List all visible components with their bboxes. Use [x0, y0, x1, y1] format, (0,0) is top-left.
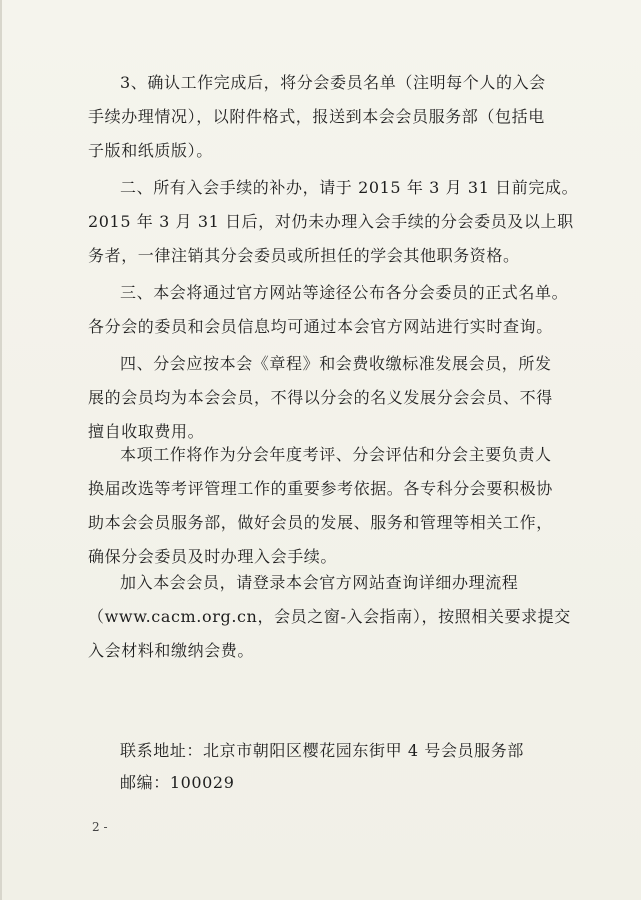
- text-line: 换届改选等考评管理工作的重要参考依据。各专科分会要积极协: [88, 479, 553, 498]
- text-line: 四、分会应按本会《章程》和会费收缴标准发展会员，所发: [120, 354, 552, 373]
- text-line: 本项工作将作为分会年度考评、分会评估和分会主要负责人: [120, 445, 552, 464]
- text-line: 手续办理情况），以附件格式，报送到本会会员服务部（包括电: [88, 107, 545, 126]
- paragraph-join-instructions: [88, 566, 571, 668]
- text-line: 展的会员均为本会会员，不得以分会的名义发展分会会员、不得: [88, 388, 553, 407]
- text-line: 各分会的委员和会员信息均可通过本会官方网站进行实时查询。: [88, 317, 553, 336]
- text-line: 入会材料和缴纳会费。: [88, 641, 255, 660]
- paragraph-publish-list: [88, 276, 569, 344]
- text-line: 务者，一律注销其分会委员或所担任的学会其他职务资格。: [88, 246, 520, 265]
- text-line: （www.cacm.org.cn，会员之窗-入会指南），按照相关要求提交: [88, 607, 571, 626]
- page-number: 2 -: [92, 820, 108, 834]
- text-line: 加入本会会员，请登录本会官方网站查询详细办理流程: [120, 573, 519, 592]
- postcode-label: 邮编：: [120, 773, 170, 792]
- paragraph-membership-rules: [88, 347, 558, 449]
- text-line: 子版和纸质版）。: [88, 141, 213, 160]
- text-line: 确保分会委员及时办理入会手续。: [88, 547, 338, 566]
- text-line: 2015 年 3 月 31 日后，对仍未办理入会手续的分会委员及以上职: [88, 212, 574, 231]
- postcode-value: 100029: [169, 773, 235, 792]
- text-line: 擅自收取费用。: [88, 422, 205, 441]
- paragraph-evaluation: [88, 438, 558, 574]
- contact-address: 联系地址：北京市朝阳区樱花园东街甲 4 号会员服务部: [120, 741, 524, 760]
- paragraph-deadline: [88, 171, 579, 273]
- text-line: 3、确认工作完成后，将分会委员名单（注明每个人的入会: [120, 73, 546, 92]
- contact-postcode: [120, 770, 235, 793]
- page-left-edge: [0, 0, 2, 900]
- text-line: 二、所有入会手续的补办，请于 2015 年 3 月 31 日前完成。: [120, 178, 579, 197]
- text-line: 三、本会将通过官方网站等途径公布各分会委员的正式名单。: [120, 283, 569, 302]
- text-line: 助本会会员服务部，做好会员的发展、服务和管理等相关工作，: [88, 513, 553, 532]
- paragraph-confirm-submission: [88, 66, 558, 168]
